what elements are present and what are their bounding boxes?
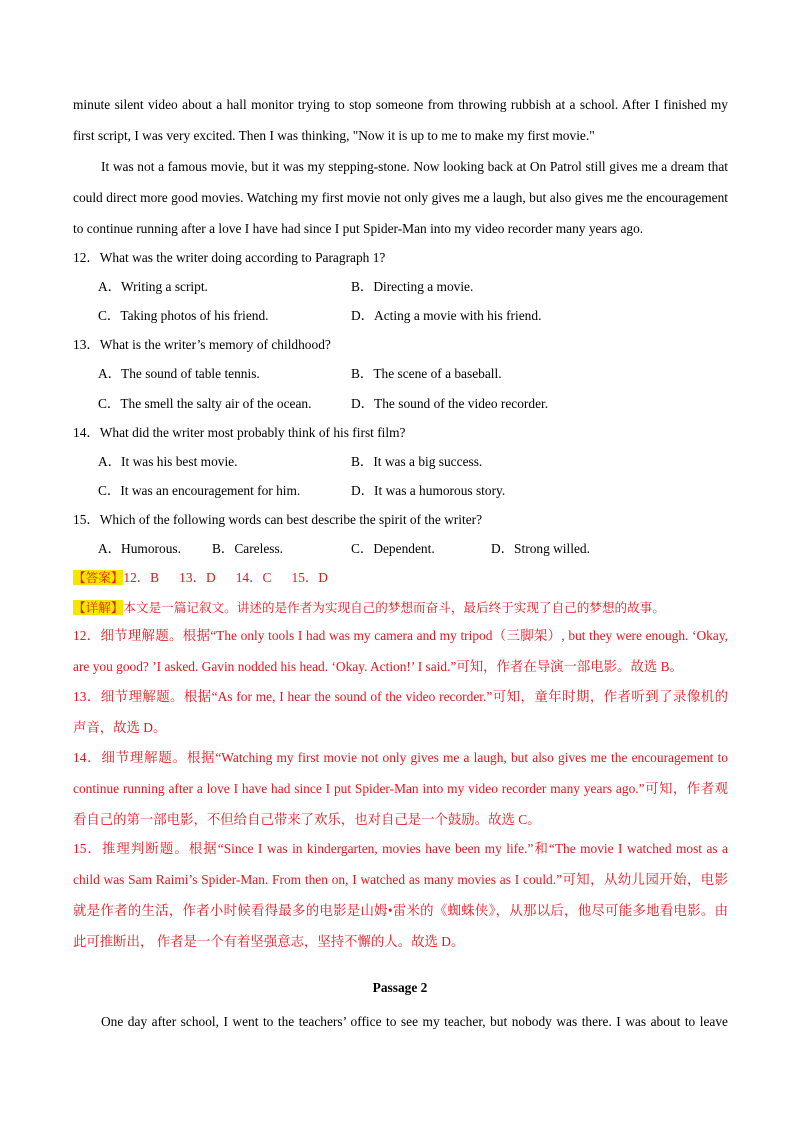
explanation-line: 12．细节理解题。根据“The only tools I had was my camera and my tripod（三脚架）, but they were enough. ‘Okay, bbox=[73, 628, 728, 643]
answer-option: A．It was his best movie. bbox=[98, 454, 238, 469]
answer-option: B．Careless. bbox=[212, 541, 284, 556]
passage-text-line: first script, I was very excited. Then I was thinking, "Now it is up to me to make my first movie." bbox=[73, 128, 595, 143]
explanation-line: 14．细节理解题。根据“Watching my first movie not only gives me a laugh, but also gives me the encouragement to bbox=[73, 750, 728, 765]
answer-tag: 【答案】 bbox=[73, 570, 124, 585]
question-stem: 15．Which of the following words can best describe the spirit of the writer? bbox=[73, 512, 483, 527]
explanation-line: are you good? ’I asked. Gavin nodded his head. ‘Okay. Action!’ I said.”可知，作者在导演一部电影。故选 B。 bbox=[73, 659, 683, 674]
explanation-line: 看自己的第一部电影，不但给自己带来了欢乐，也对自己是一个鼓励。故选 C。 bbox=[73, 812, 541, 827]
answer-option: C．Taking photos of his friend. bbox=[98, 308, 269, 323]
passage-text-line: It was not a famous movie, but it was my stepping-stone. Now looking back at On Patrol still gives me a dream that bbox=[101, 159, 728, 174]
question-stem: 14．What did the writer most probably think of his first film? bbox=[73, 425, 406, 440]
explanation-line: continue running after a love I have had since I put Spider-Man into my video recorder many years ago.”可知，作者观 bbox=[73, 781, 728, 796]
explanation-intro-text: 本文是一篇记叙文。讲述的是作者为实现自己的梦想而奋斗，最后终于实现了自己的梦想的故事。 bbox=[123, 600, 665, 615]
answer-option: A．Humorous. bbox=[98, 541, 181, 556]
explanation-line: 声音，故选 D。 bbox=[73, 720, 167, 735]
answer-option: B．The scene of a baseball. bbox=[351, 366, 502, 381]
explanation-line: 13．细节理解题。根据“As for me, I hear the sound of the video recorder.”可知，童年时期，作者听到了录像机的 bbox=[73, 689, 728, 704]
answer-option: D．The sound of the video recorder. bbox=[351, 396, 549, 411]
answer-option: A．The sound of table tennis. bbox=[98, 366, 260, 381]
answer-option: B．It was a big success. bbox=[351, 454, 483, 469]
passage-text-line: could direct more good movies. Watching my first movie not only gives me a laugh, but also gives me the encouragement bbox=[73, 190, 728, 205]
answer-text: 12．B 13．D 14．C 15．D bbox=[123, 570, 328, 585]
passage-text-line: One day after school, I went to the teachers’ office to see my teacher, but nobody was there. I was about to leave bbox=[101, 1014, 728, 1029]
question-stem: 13．What is the writer’s memory of childhood? bbox=[73, 337, 331, 352]
answer-option: C．It was an encouragement for him. bbox=[98, 483, 301, 498]
explanation-line: 15．推理判断题。根据“Since I was in kindergarten, movies have been my life.”和“The movie I watched most as a bbox=[73, 841, 728, 856]
answer-option: D．Acting a movie with his friend. bbox=[351, 308, 542, 323]
passage-text-line: minute silent video about a hall monitor trying to stop someone from throwing rubbish at a school. After I finished my bbox=[73, 97, 728, 112]
explanation-line: 就是作者的生活，作者小时候看得最多的电影是山姆•雷米的《蜘蛛侠》，从那以后，他尽可能多地看电影。由 bbox=[73, 903, 728, 918]
passage-text-line: to continue running after a love I have had since I put Spider-Man into my video recorder many years ago. bbox=[73, 221, 644, 236]
answer-option: A．Writing a script. bbox=[98, 279, 208, 294]
answer-option: C．Dependent. bbox=[351, 541, 435, 556]
answer-option: D．It was a humorous story. bbox=[351, 483, 506, 498]
explanation-line: 此可推断出， 作者是一个有着坚强意志，坚持不懈的人。故选 D。 bbox=[73, 934, 465, 949]
question-stem: 12．What was the writer doing according to Paragraph 1? bbox=[73, 250, 386, 265]
answer-key bbox=[73, 570, 728, 586]
passage-heading: Passage 2 bbox=[372, 980, 428, 995]
answer-option: D．Strong willed. bbox=[491, 541, 590, 556]
answer-option: B．Directing a movie. bbox=[351, 279, 474, 294]
answer-option: C．The smell the salty air of the ocean. bbox=[98, 396, 312, 411]
explanation-line: child was Sam Raimi’s Spider-Man. From then on, I watched as many movies as I could.”可知，从幼儿园开始，电影 bbox=[73, 872, 728, 887]
explanation-intro bbox=[73, 600, 728, 616]
explanation-tag: 【详解】 bbox=[73, 600, 124, 615]
